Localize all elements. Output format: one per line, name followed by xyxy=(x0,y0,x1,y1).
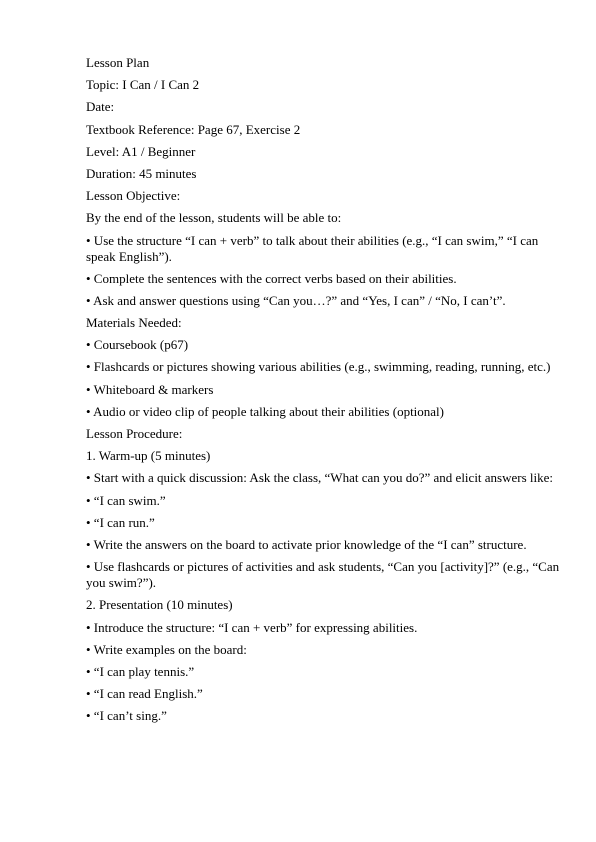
section-heading-objective: Lesson Objective: xyxy=(86,188,181,204)
presentation-bullet: • Introduce the structure: “I can + verb” for expressing abilities. xyxy=(86,619,418,635)
objective-intro: By the end of the lesson, students will be able to: xyxy=(86,210,342,226)
presentation-bullet: • Write examples on the board: xyxy=(86,641,247,657)
lesson-plan-text xyxy=(86,55,561,730)
presentation-bullet: • “I can’t sing.” xyxy=(86,708,167,724)
level-field: Level: A1 / Beginner xyxy=(86,143,196,159)
presentation-bullet: • “I can read English.” xyxy=(86,686,203,702)
warmup-bullet: • “I can swim.” xyxy=(86,492,166,508)
materials-bullet: • Coursebook (p67) xyxy=(86,337,189,353)
materials-bullet: • Flashcards or pictures showing various abilities (e.g., swimming, reading, running, etc.) xyxy=(86,359,551,375)
step-heading-presentation: 2. Presentation (10 minutes) xyxy=(86,597,233,613)
warmup-bullet: • Start with a quick discussion: Ask the class, “What can you do?” and elicit answers like: xyxy=(86,470,554,486)
materials-bullet: • Whiteboard & markers xyxy=(86,381,214,397)
warmup-bullet: • “I can run.” xyxy=(86,514,155,530)
section-heading-procedure: Lesson Procedure: xyxy=(86,426,183,441)
date-field: Date: xyxy=(86,99,115,115)
textbook-reference-field: Textbook Reference: Page 67, Exercise 2 xyxy=(86,121,301,137)
step-heading-warmup: 1. Warm-up (5 minutes) xyxy=(86,448,211,464)
warmup-bullet: • Write the answers on the board to activate prior knowledge of the “I can” structure. xyxy=(86,536,527,552)
objective-bullet: • Use the structure “I can + verb” to talk about their abilities (e.g., “I can swim,” “I can speak English”). xyxy=(86,232,539,264)
objective-bullet: • Ask and answer questions using “Can you…?” and “Yes, I can” / “No, I can’t”. xyxy=(86,292,506,308)
objective-bullet: • Complete the sentences with the correct verbs based on their abilities. xyxy=(86,270,457,286)
doc-title: Lesson Plan xyxy=(86,55,150,70)
warmup-bullet: • Use flashcards or pictures of activities and ask students, “Can you [activity]?” (e.g., “Can you swim?”). xyxy=(86,559,560,591)
topic-field: Topic: I Can / I Can 2 xyxy=(86,77,200,93)
materials-bullet: • Audio or video clip of people talking about their abilities (optional) xyxy=(86,403,445,419)
duration-field: Duration: 45 minutes xyxy=(86,165,197,181)
presentation-bullet: • “I can play tennis.” xyxy=(86,663,195,679)
section-heading-materials: Materials Needed: xyxy=(86,315,182,331)
